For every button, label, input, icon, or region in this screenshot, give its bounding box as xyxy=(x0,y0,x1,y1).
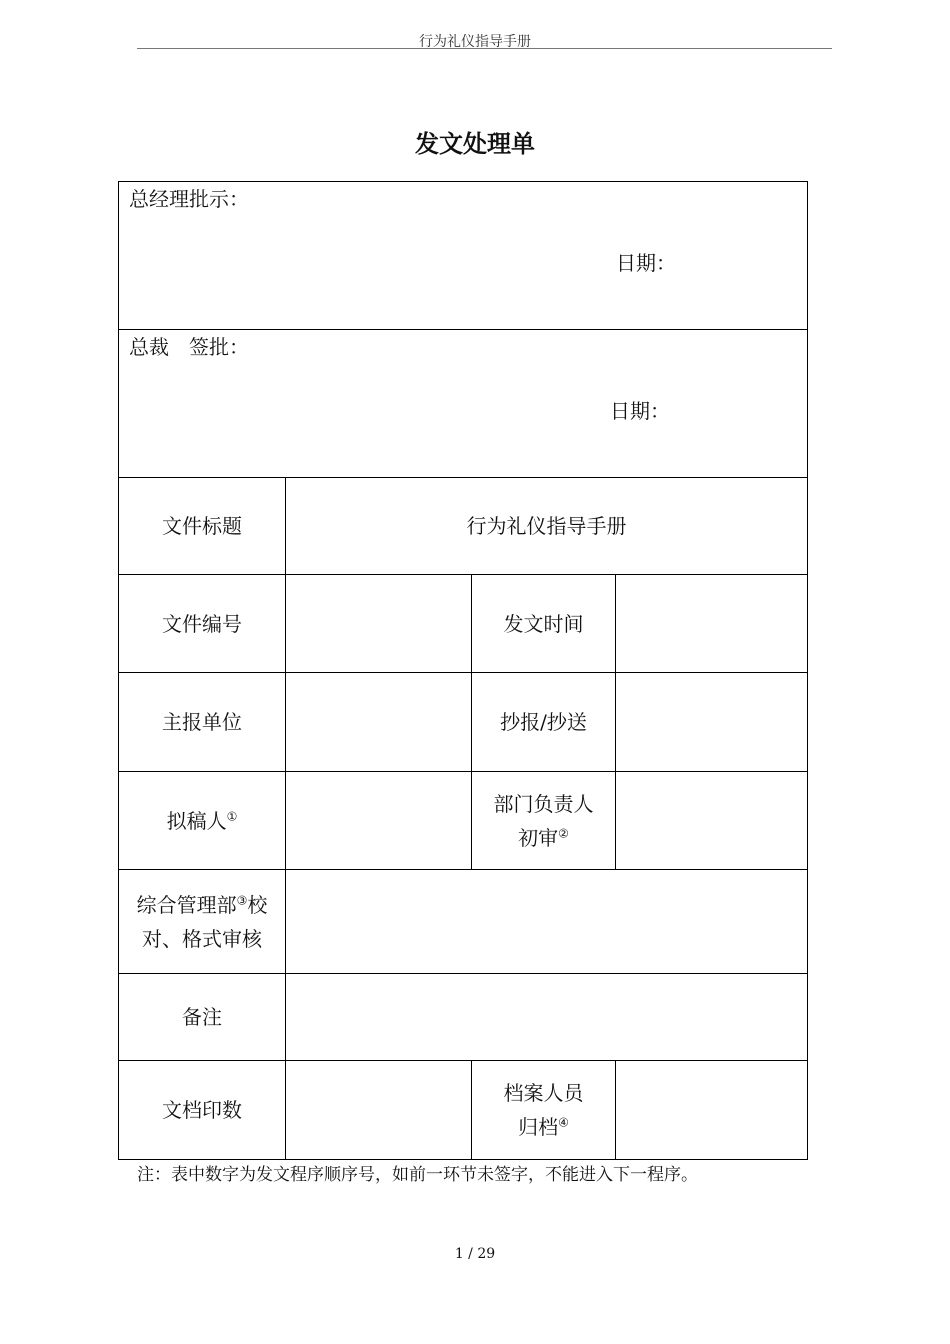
main-unit-label: 主报单位 xyxy=(119,673,286,772)
drafter-label-cell xyxy=(119,772,286,870)
remarks-row xyxy=(119,974,808,1061)
page-header: 行为礼仪指导手册 xyxy=(419,34,531,50)
footnote: 注：表中数字为发文程序顺序号，如前一环节未签字，不能进入下一程序。 xyxy=(137,1165,698,1185)
archivist-label: 档案人员归档 xyxy=(503,1081,584,1139)
admin-dept-label-cell xyxy=(119,870,286,974)
archivist-step-mark: ④ xyxy=(558,1115,569,1130)
remarks-label: 备注 xyxy=(119,974,286,1061)
drafter-row xyxy=(119,772,808,870)
issue-time-field[interactable] xyxy=(616,575,808,673)
admin-dept-field[interactable] xyxy=(286,870,808,974)
cc-field[interactable] xyxy=(616,673,808,772)
dept-head-label: 部门负责人初审 xyxy=(493,791,594,850)
dept-head-label-cell xyxy=(472,772,616,870)
archivist-field[interactable] xyxy=(616,1061,808,1160)
gm-date-label: 日期： xyxy=(616,251,676,275)
document-title: 发文处理单 xyxy=(415,130,535,158)
doc-title-label: 文件标题 xyxy=(119,478,286,575)
gm-approval-label: 总经理批示： xyxy=(129,187,249,211)
copies-label: 文档印数 xyxy=(119,1061,286,1160)
admin-dept-row xyxy=(119,870,808,974)
admin-dept-step-mark: ③ xyxy=(236,892,248,907)
drafter-label: 拟稿人 xyxy=(166,808,227,833)
drafter-step-mark: ① xyxy=(226,808,238,823)
main-unit-field[interactable] xyxy=(286,673,472,772)
admin-dept-label: 综合管理部 xyxy=(136,892,237,917)
doc-title-value: 行为礼仪指导手册 xyxy=(286,478,808,575)
copies-row xyxy=(119,1061,808,1160)
remarks-field[interactable] xyxy=(286,974,808,1061)
doc-number-field[interactable] xyxy=(286,575,472,673)
doc-number-row xyxy=(119,575,808,673)
dept-head-step-mark: ② xyxy=(558,825,569,840)
president-approval-row xyxy=(119,330,808,478)
gm-approval-row xyxy=(119,182,808,330)
main-unit-row xyxy=(119,673,808,772)
admin-dept-label-review: 校对、格式审核 xyxy=(142,892,268,951)
drafter-field[interactable] xyxy=(286,772,472,870)
archivist-label-cell xyxy=(472,1061,616,1160)
dept-head-field[interactable] xyxy=(616,772,808,870)
doc-title-row xyxy=(119,478,808,575)
doc-number-label: 文件编号 xyxy=(119,575,286,673)
dispatch-form-table xyxy=(118,181,808,1160)
gm-approval-field[interactable] xyxy=(119,182,808,330)
issue-time-label: 发文时间 xyxy=(472,575,616,673)
cc-label: 抄报/抄送 xyxy=(472,673,616,772)
page-number: 1 / 29 xyxy=(454,1246,496,1262)
header-rule xyxy=(137,48,832,49)
president-approval-field[interactable] xyxy=(119,330,808,478)
president-date-label: 日期： xyxy=(610,399,670,423)
copies-field[interactable] xyxy=(286,1061,472,1160)
president-approval-label: 总裁 签批： xyxy=(129,335,249,359)
